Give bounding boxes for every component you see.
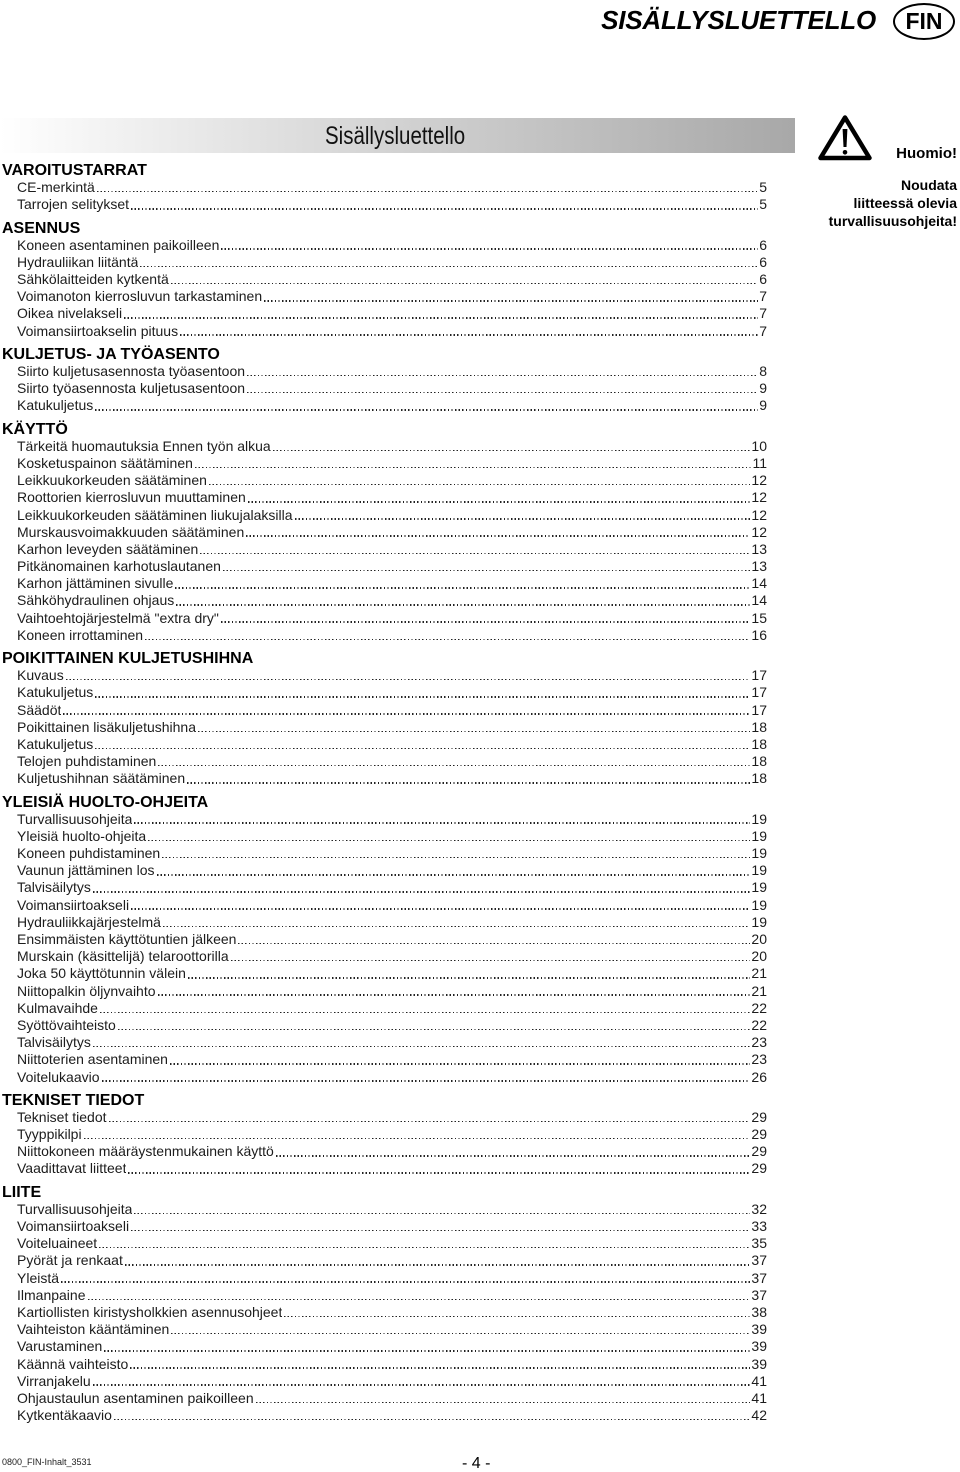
toc-entry-title: Siirto työasennosta kuljetusasentoon	[17, 380, 246, 397]
dot-leader	[145, 639, 750, 641]
dot-leader	[175, 587, 750, 589]
dot-leader	[276, 1155, 751, 1157]
toc-entry-title: Turvallisuusohjeita	[17, 810, 133, 827]
dot-leader	[102, 1080, 751, 1082]
toc-section-heading: KULJETUS- JA TYÖASENTO	[2, 345, 220, 363]
toc-entry	[0, 1373, 767, 1390]
toc-entry	[0, 753, 767, 770]
toc-entry	[0, 323, 767, 340]
toc-entry	[0, 1287, 767, 1304]
toc-section	[0, 650, 767, 788]
dot-leader	[104, 1350, 750, 1352]
dot-leader	[176, 604, 750, 606]
dot-leader	[273, 450, 751, 452]
toc-entry	[0, 914, 767, 931]
toc-entry-title: Tekniset tiedot	[17, 1108, 107, 1125]
toc-entry-title: Ohjaustaulun asentaminen paikoilleen	[17, 1389, 254, 1406]
toc-entry-title: CE-merkintä	[17, 179, 95, 196]
dot-leader	[198, 731, 750, 733]
toc-entry-title: Tarrojen selitykset	[17, 196, 130, 213]
toc-entry-title: Katukuljetus	[17, 735, 94, 752]
toc-entry-page: 22	[751, 999, 767, 1016]
table-of-contents	[0, 162, 767, 1424]
language-badge: FIN	[893, 3, 955, 40]
toc-entry-title: Kartiollisten kiristysholkkien asennusohjeet	[17, 1303, 283, 1320]
toc-entry	[0, 1201, 767, 1218]
toc-section	[0, 794, 767, 1086]
dot-leader	[100, 1012, 750, 1014]
dot-leader	[247, 392, 758, 394]
toc-entry-title: Ilmanpaine	[17, 1286, 86, 1303]
toc-entry-title: Tärkeitä huomautuksia Ennen työn alkua	[17, 437, 271, 454]
toc-entry	[0, 306, 767, 323]
toc-entry	[0, 1407, 767, 1424]
toc-entry-page: 7	[759, 288, 767, 305]
toc-entry-title: Talvisäilytys	[17, 879, 91, 896]
toc-entry	[0, 472, 767, 489]
dot-leader	[163, 926, 750, 928]
toc-entry	[0, 438, 767, 455]
toc-entry-page: 16	[751, 626, 767, 643]
toc-entry	[0, 1304, 767, 1321]
dot-leader	[114, 1419, 750, 1421]
toc-entry-page: 14	[751, 575, 767, 592]
toc-entry	[0, 179, 767, 196]
toc-entry-page: 18	[751, 735, 767, 752]
toc-entry-title: Vaunun jättäminen los	[17, 862, 155, 879]
dot-leader	[95, 748, 750, 750]
toc-entry	[0, 1270, 767, 1287]
toc-section-heading: LIITE	[2, 1183, 42, 1201]
toc-entry-page: 10	[751, 437, 767, 454]
document-code: 0800_FIN-Inhalt_3531	[2, 1457, 92, 1467]
toc-entry-title: Leikkuukorkeuden säätäminen	[17, 472, 207, 489]
toc-entry	[0, 983, 767, 1000]
toc-entry-title: Syöttövaihteisto	[17, 1016, 116, 1033]
toc-entry-page: 6	[759, 253, 767, 270]
toc-entry-title: Voimansiirtoakseli	[17, 1218, 130, 1235]
toc-entry-title: Kytkentäkaavio	[17, 1407, 112, 1424]
dot-leader	[246, 535, 750, 537]
toc-entry	[0, 1161, 767, 1178]
toc-entry-page: 39	[751, 1355, 767, 1372]
toc-entry-title: Pyörät ja renkaat	[17, 1252, 123, 1269]
toc-entry-page: 39	[751, 1338, 767, 1355]
toc-entry-page: 38	[751, 1303, 767, 1320]
notice-line: turvallisuusohjeita!	[828, 213, 957, 229]
toc-entry	[0, 1034, 767, 1051]
toc-entry-title: Hydrauliikkajärjestelmä	[17, 913, 161, 930]
toc-entry-page: 9	[759, 380, 767, 397]
toc-entry	[0, 627, 767, 644]
toc-entry	[0, 1000, 767, 1017]
toc-entry-page: 20	[751, 931, 767, 948]
banner-title: Sisällysluettello	[325, 122, 466, 150]
toc-entry	[0, 455, 767, 472]
warning-triangle-icon	[818, 114, 872, 161]
toc-entry	[0, 575, 767, 592]
toc-entry	[0, 254, 767, 271]
dot-leader	[84, 1138, 751, 1140]
toc-entry-title: Leikkuukorkeuden säätäminen liukujalaksilla	[17, 506, 293, 523]
toc-entry-title: Hydrauliikan liitäntä	[17, 253, 139, 270]
toc-entry	[0, 897, 767, 914]
toc-entry	[0, 1218, 767, 1235]
page-title: SISÄLLYSLUETTELLO	[601, 5, 876, 35]
toc-entry-page: 19	[751, 810, 767, 827]
toc-entry-title: Murskain (käsittelijä) telaroottorilla	[17, 948, 229, 965]
toc-entry	[0, 541, 767, 558]
toc-entry-title: Karhon jättäminen sivulle	[17, 575, 174, 592]
toc-entry-page: 21	[751, 965, 767, 982]
toc-entry	[0, 931, 767, 948]
dot-leader	[158, 765, 750, 767]
toc-entry	[0, 1321, 767, 1338]
toc-entry-page: 41	[751, 1389, 767, 1406]
toc-entry-page: 12	[751, 523, 767, 540]
dot-leader	[109, 1121, 751, 1123]
toc-entry-title: Yleisiä huolto-ohjeita	[17, 827, 147, 844]
toc-entry	[0, 489, 767, 506]
toc-entry-page: 37	[751, 1252, 767, 1269]
toc-entry	[0, 1338, 767, 1355]
toc-section	[0, 220, 767, 340]
toc-entry-page: 12	[751, 472, 767, 489]
toc-entry	[0, 965, 767, 982]
toc-entry-page: 41	[751, 1372, 767, 1389]
toc-entry	[0, 1252, 767, 1269]
dot-leader	[256, 1402, 751, 1404]
dot-leader	[188, 977, 751, 979]
dot-leader	[125, 1264, 751, 1266]
toc-entry-title: Virranjakelu	[17, 1372, 91, 1389]
dot-leader	[187, 782, 750, 784]
toc-entry-title: Kuvaus	[17, 667, 64, 684]
toc-entry-page: 33	[751, 1218, 767, 1235]
toc-entry-page: 12	[751, 489, 767, 506]
toc-entry-title: Ensimmäisten käyttötuntien jälkeen	[17, 931, 237, 948]
toc-entry-title: Kuljetushihnan säätäminen	[17, 770, 186, 787]
toc-section-heading: TEKNISET TIEDOT	[2, 1091, 145, 1109]
toc-entry-page: 20	[751, 948, 767, 965]
toc-entry-title: Kulmavaihde	[17, 999, 98, 1016]
dot-leader	[284, 1316, 750, 1318]
toc-entry-page: 29	[751, 1108, 767, 1125]
toc-entry-page: 19	[751, 845, 767, 862]
toc-entry-title: Siirto kuljetusasennosta työasentoon	[17, 363, 246, 380]
dot-leader	[95, 696, 750, 698]
dot-leader	[93, 891, 751, 893]
dot-leader	[171, 283, 758, 285]
dot-leader	[221, 248, 758, 250]
toc-entry-title: Murskausvoimakkuuden säätäminen	[17, 523, 245, 540]
toc-entry	[0, 397, 767, 414]
dot-leader	[124, 317, 758, 319]
toc-entry-title: Katukuljetus	[17, 684, 94, 701]
toc-entry-title: Tyyppikilpi	[17, 1126, 82, 1143]
dot-leader	[131, 208, 758, 210]
dot-leader	[247, 375, 758, 377]
toc-entry-page: 29	[751, 1160, 767, 1177]
dot-leader	[238, 943, 750, 945]
notice-line: Noudata	[901, 177, 957, 193]
toc-entry-page: 18	[751, 770, 767, 787]
toc-entry-title: Telojen puhdistaminen	[17, 753, 157, 770]
toc-entry	[0, 1235, 767, 1252]
dot-leader	[93, 1384, 751, 1386]
toc-entry-title: Joka 50 käyttötunnin välein	[17, 965, 186, 982]
dot-leader	[264, 300, 758, 302]
toc-entry	[0, 845, 767, 862]
toc-section	[0, 346, 767, 415]
notice-text	[829, 176, 957, 230]
toc-entry	[0, 667, 767, 684]
toc-entry	[0, 1143, 767, 1160]
toc-entry	[0, 1017, 767, 1034]
toc-section	[0, 162, 767, 214]
dot-leader	[162, 857, 750, 859]
toc-entry	[0, 948, 767, 965]
toc-entry-title: Voimansiirtoakseli	[17, 896, 130, 913]
toc-entry	[0, 288, 767, 305]
toc-entry	[0, 684, 767, 701]
toc-entry	[0, 719, 767, 736]
toc-entry	[0, 736, 767, 753]
toc-entry-page: 17	[751, 701, 767, 718]
dot-leader	[170, 1063, 750, 1065]
toc-entry-page: 23	[751, 1051, 767, 1068]
toc-entry-title: Poikittainen lisäkuljetushihna	[17, 718, 196, 735]
toc-entry	[0, 1109, 767, 1126]
dot-leader	[61, 1281, 750, 1283]
toc-entry-page: 32	[751, 1200, 767, 1217]
toc-entry-title: Voimansiirtoakselin pituus	[17, 322, 179, 339]
toc-entry-page: 29	[751, 1126, 767, 1143]
toc-entry-title: Säädöt	[17, 701, 62, 718]
toc-entry	[0, 770, 767, 787]
toc-entry-page: 21	[751, 982, 767, 999]
toc-section-heading: POIKITTAINEN KULJETUSHIHNA	[2, 650, 254, 668]
toc-entry-title: Pitkänomainen karhotuslautanen	[17, 558, 221, 575]
dot-leader	[95, 409, 758, 411]
dot-leader	[131, 908, 750, 910]
toc-entry	[0, 237, 767, 254]
dot-leader	[223, 570, 751, 572]
toc-entry-page: 11	[752, 454, 767, 471]
toc-entry-title: Karhon leveyden säätäminen	[17, 540, 199, 557]
dot-leader	[134, 1213, 750, 1215]
toc-entry-title: Vaihteiston kääntäminen	[17, 1321, 170, 1338]
notice-heading: Huomio!	[896, 145, 957, 162]
toc-entry	[0, 507, 767, 524]
toc-entry	[0, 880, 767, 897]
toc-entry-page: 26	[751, 1068, 767, 1085]
toc-entry	[0, 363, 767, 380]
page-number: - 4 -	[462, 1455, 491, 1472]
toc-entry	[0, 610, 767, 627]
dot-leader	[88, 1299, 751, 1301]
toc-entry	[0, 593, 767, 610]
toc-entry-page: 18	[751, 753, 767, 770]
toc-entry-page: 19	[751, 913, 767, 930]
toc-entry	[0, 862, 767, 879]
toc-entry-page: 12	[751, 506, 767, 523]
toc-entry-title: Katukuljetus	[17, 397, 94, 414]
toc-entry	[0, 558, 767, 575]
toc-entry-title: Niittoterien asentaminen	[17, 1051, 168, 1068]
toc-entry-page: 42	[751, 1407, 767, 1424]
dot-leader	[134, 822, 750, 824]
toc-entry-title: Turvallisuusohjeita	[17, 1200, 133, 1217]
toc-entry-title: Talvisäilytys	[17, 1034, 91, 1051]
dot-leader	[118, 1029, 751, 1031]
toc-section	[0, 1092, 767, 1178]
toc-entry-page: 17	[751, 684, 767, 701]
toc-entry-page: 22	[751, 1016, 767, 1033]
toc-entry-title: Vaadittavat liitteet	[17, 1160, 127, 1177]
notice-line: liitteessä olevia	[853, 195, 957, 211]
toc-entry-title: Oikea nivelakseli	[17, 305, 123, 322]
toc-entry-page: 19	[751, 896, 767, 913]
dot-leader	[195, 467, 752, 469]
toc-entry-title: Voimanoton kierrosluvun tarkastaminen	[17, 288, 263, 305]
toc-entry-page: 5	[759, 179, 767, 196]
toc-entry-title: Käännä vaihteisto	[17, 1355, 129, 1372]
toc-entry-page: 37	[751, 1269, 767, 1286]
toc-entry-page: 7	[759, 322, 767, 339]
dot-leader	[171, 1333, 750, 1335]
toc-entry-page: 7	[759, 305, 767, 322]
toc-entry	[0, 1126, 767, 1143]
toc-entry-title: Niittokoneen määräystenmukainen käyttö	[17, 1143, 274, 1160]
toc-entry	[0, 380, 767, 397]
dot-leader	[63, 713, 750, 715]
toc-entry-page: 13	[751, 540, 767, 557]
dot-leader	[158, 994, 751, 996]
toc-section	[0, 1184, 767, 1425]
toc-entry	[0, 1069, 767, 1086]
dot-leader	[200, 553, 750, 555]
toc-entry	[0, 1051, 767, 1068]
toc-entry-page: 35	[751, 1235, 767, 1252]
toc-section-heading: KÄYTTÖ	[2, 420, 68, 438]
toc-entry-page: 8	[759, 363, 767, 380]
toc-entry-page: 23	[751, 1034, 767, 1051]
toc-entry-title: Koneen puhdistaminen	[17, 845, 161, 862]
toc-entry-page: 15	[751, 609, 767, 626]
toc-entry-page: 39	[751, 1321, 767, 1338]
toc-entry-title: Voitelukaavio	[17, 1068, 100, 1085]
toc-entry-title: Kosketuspainon säätäminen	[17, 454, 193, 471]
dot-leader	[97, 191, 758, 193]
toc-entry-title: Roottorien kierrosluvun muuttaminen	[17, 489, 246, 506]
dot-leader	[231, 960, 751, 962]
toc-section-heading: YLEISIÄ HUOLTO-OHJEITA	[2, 793, 209, 811]
toc-section-heading: VAROITUSTARRAT	[2, 162, 147, 179]
toc-entry-title: Sähkölaitteiden kytkentä	[17, 271, 169, 288]
toc-entry-page: 18	[751, 718, 767, 735]
dot-leader	[131, 1230, 750, 1232]
toc-entry-title: Niittopalkin öljynvaihto	[17, 982, 156, 999]
toc-section	[0, 421, 767, 644]
toc-entry	[0, 811, 767, 828]
dot-leader	[140, 266, 758, 268]
toc-entry-title: Yleistä	[17, 1269, 60, 1286]
dot-leader	[148, 840, 750, 842]
dot-leader	[248, 501, 751, 503]
toc-entry-page: 19	[751, 827, 767, 844]
toc-entry-page: 14	[751, 592, 767, 609]
dot-leader	[157, 874, 751, 876]
toc-section-heading: ASENNUS	[2, 219, 81, 237]
dot-leader	[209, 484, 751, 486]
toc-entry-title: Voiteluaineet	[17, 1235, 98, 1252]
toc-entry-page: 13	[751, 558, 767, 575]
toc-entry-title: Vaihtoehtojärjestelmä "extra dry"	[17, 609, 219, 626]
toc-entry-page: 17	[751, 667, 767, 684]
toc-entry-page: 29	[751, 1143, 767, 1160]
toc-entry	[0, 828, 767, 845]
toc-entry-page: 19	[751, 862, 767, 879]
toc-entry	[0, 524, 767, 541]
toc-entry	[0, 196, 767, 213]
toc-entry-title: Sähköhydraulinen ohjaus	[17, 592, 175, 609]
toc-entry-page: 19	[751, 879, 767, 896]
toc-entry-page: 5	[759, 196, 767, 213]
toc-entry-page: 37	[751, 1286, 767, 1303]
section-banner	[0, 118, 795, 153]
dot-leader	[99, 1247, 750, 1249]
toc-entry-page: 6	[759, 271, 767, 288]
dot-leader	[93, 1046, 751, 1048]
dot-leader	[128, 1172, 750, 1174]
dot-leader	[180, 334, 758, 336]
toc-entry	[0, 1356, 767, 1373]
toc-entry	[0, 1390, 767, 1407]
toc-entry-title: Varustaminen	[17, 1338, 103, 1355]
toc-entry-page: 9	[759, 397, 767, 414]
toc-entry-title: Koneen irrottaminen	[17, 626, 144, 643]
toc-entry	[0, 271, 767, 288]
dot-leader	[66, 679, 751, 681]
toc-entry-page: 6	[759, 236, 767, 253]
dot-leader	[221, 621, 751, 623]
toc-entry	[0, 702, 767, 719]
dot-leader	[295, 518, 751, 520]
dot-leader	[130, 1367, 750, 1369]
toc-entry-title: Koneen asentaminen paikoilleen	[17, 236, 220, 253]
